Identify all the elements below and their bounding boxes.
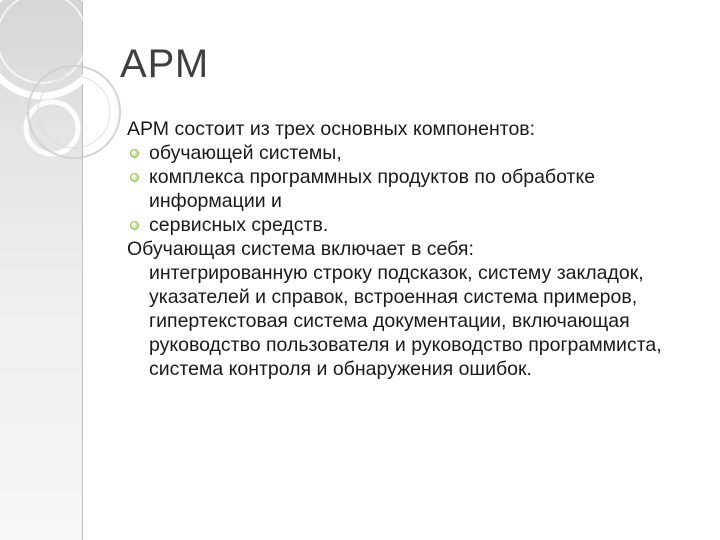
list-item [127,213,707,237]
slide-body [127,117,707,381]
green-dot-bullet-icon [130,173,139,182]
list-item-text: комплекса программных продуктов по обработке информации и [149,166,596,212]
green-dot-bullet-icon [130,221,139,230]
paragraph-lead: Обучающая система включает в себя: [127,238,474,260]
bullet-list [127,141,707,237]
list-item-text: сервисных средств. [149,214,329,236]
intro-text: АРМ состоит из трех основных компонентов: [127,118,536,140]
list-item-text: обучающей системы, [149,142,342,164]
green-dot-bullet-icon [130,149,139,158]
list-item [127,165,707,213]
list-item [127,141,707,165]
paragraph-body: интегрированную строку подсказок, систему закладок, указателей и справок, встроенная система примеров, гипертекстовая система документации, включающая руководство пользователя и руководство программиста, система контроля и обнаружения ошибок. [149,262,662,380]
slide-title: АРМ [120,42,210,86]
